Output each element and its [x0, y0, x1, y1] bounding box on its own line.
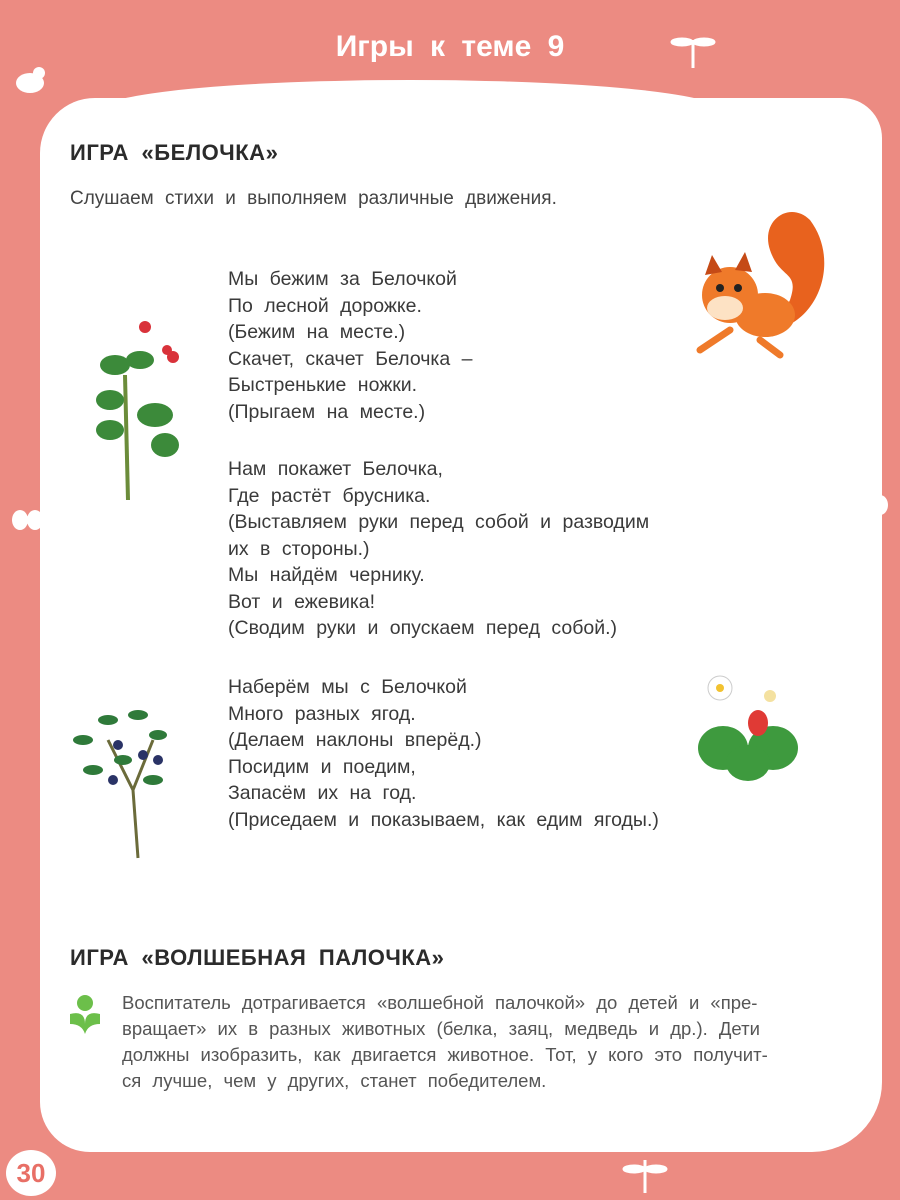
poem-line: Много разных ягод. — [228, 702, 416, 725]
poem-line: Нам покажет Белочка, — [228, 458, 443, 480]
poem-stanza-1 — [228, 266, 473, 425]
poem-line: (Выставляем руки перед собой и разводим — [228, 511, 650, 533]
squirrel-illustration — [690, 200, 835, 360]
game2-description — [122, 990, 862, 1094]
page-title: Игры к теме 9 — [335, 30, 565, 63]
game2-heading: ИГРА «ВОЛШЕБНАЯ ПАЛОЧКА» — [70, 945, 445, 970]
description-line: должны изобразить, как двигается животное. Тот, у кого это получит- — [122, 1044, 768, 1065]
poem-line: их в стороны.) — [228, 537, 370, 560]
game1-intro: Слушаем стихи и выполняем различные движения. — [70, 188, 557, 209]
poem-line: Посидим и поедим, — [228, 755, 416, 778]
blueberry-plant-illustration — [68, 700, 168, 860]
poem-line: Мы бежим за Белочкой — [228, 268, 457, 290]
poem-line: Наберём мы с Белочкой — [228, 676, 467, 698]
educator-icon — [68, 994, 102, 1036]
description-line: ся лучше, чем у других, станет победителем. — [122, 1070, 547, 1091]
poem-line: Скачет, скачет Белочка – — [228, 347, 473, 370]
page-number: 30 — [6, 1150, 56, 1196]
poem-line: (Прыгаем на месте.) — [228, 400, 426, 423]
poem-line: (Бежим на месте.) — [228, 321, 406, 343]
poem-line: Где растёт брусника. — [228, 484, 431, 507]
description-line: Воспитатель дотрагивается «волшебной палочкой» до детей и «пре- — [122, 992, 758, 1013]
poem-line: (Приседаем и показываем, как едим ягоды.) — [228, 808, 659, 831]
poem-line: По лесной дорожке. — [228, 294, 422, 317]
poem-line: (Делаем наклоны вперёд.) — [228, 729, 482, 751]
poem-line: Запасём их на год. — [228, 782, 417, 804]
poem-line: Мы найдём чернику. — [228, 564, 425, 586]
dragonfly-icon — [620, 1155, 670, 1195]
bird-icon — [5, 55, 55, 100]
poem-line: Быстренькие ножки. — [228, 374, 418, 396]
berry-plant-illustration — [95, 315, 190, 505]
description-line: вращает» их в разных животных (белка, заяц, медведь и др.). Дети — [122, 1018, 760, 1039]
poem-stanza-2 — [228, 456, 649, 642]
strawberry-plant-illustration — [698, 668, 803, 783]
poem-stanza-3 — [228, 674, 659, 833]
poem-line: (Сводим руки и опускаем перед собой.) — [228, 617, 618, 639]
game1-heading: ИГРА «БЕЛОЧКА» — [70, 140, 279, 165]
dragonfly-icon — [668, 30, 718, 70]
poem-line: Вот и ежевика! — [228, 590, 376, 613]
